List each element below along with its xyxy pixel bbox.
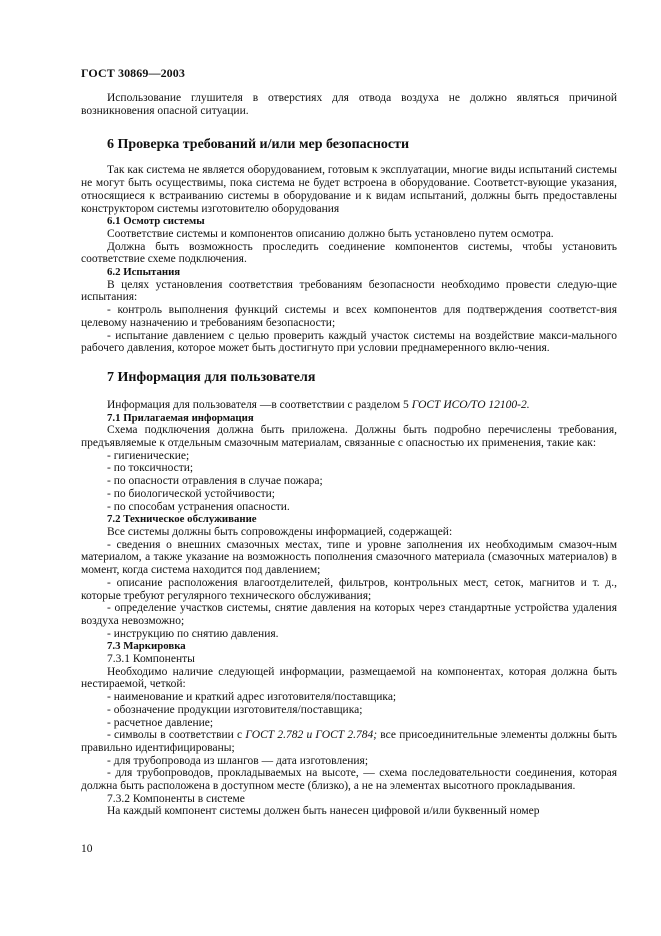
symbols-item-tail: все присоединительные элементы должны быть правильно идентифицированы; [81, 729, 618, 754]
subsection-7-3-title: 7.3 Маркировка [107, 640, 186, 653]
section-6-title: 6 Проверка требований и/или мер безопасности [107, 137, 410, 153]
subsection-6-2-paragraph: В целях установления соответствия требованиям безопасности необходимо провести следую-щие испытания: [81, 278, 617, 304]
intro-paragraph: Использование глушителя в отверстиях для отвода воздуха не должно являться причиной возникновения опасной ситуации. [81, 92, 617, 117]
subsection-7-3-1-item: - наименование и краткий адрес изготовителя/поставщика; [107, 691, 397, 704]
subsection-6-1-title: 6.1 Осмотр системы [107, 215, 205, 228]
subsection-7-3-1-item: - расчетное давление; [107, 716, 214, 729]
subsection-7-3-1-paragraph: Необходимо наличие следующей информации, размещаемой на компонентах, которая должна быть нестираемой, четкой: [81, 665, 617, 691]
subsection-6-1-paragraph-1: Соответствие системы и компонентов описанию должно быть установлено путем осмотра. [107, 227, 554, 240]
subsection-7-1-title: 7.1 Прилагаемая информация [107, 411, 254, 424]
page-number: 10 [81, 843, 93, 855]
section-7-title: 7 Информация для пользователя [107, 369, 316, 385]
subsection-6-2-item-1: - контроль выполнения функций системы и всех компонентов для подтверждения соответст-вия целевому назначению и требованиям безопасности; [81, 304, 617, 329]
subsection-7-2-item: - определение участков системы, снятие давления на которых через стандартные устройства удаления воздуха невозможно; [81, 602, 617, 627]
subsection-7-3-1-title: 7.3.1 Компоненты [107, 653, 195, 666]
section-7-paragraph [81, 399, 617, 412]
subsection-6-2-item-2: - испытание давлением с целью проверить каждый участок системы на воздействие макси-мального рабочего давления, которое может быть достигнуто при условии преднамеренного вклю-чения. [81, 329, 617, 355]
section-6-paragraph: Так как система не является оборудованием, готовым к эксплуатации, многие виды испытаний системы не могут быть осуществимы, пока система не будет встроена в оборудование. Соответст-вующие указания, относящиеся к встраиванию системы в оборудование и к видам испытаний, должны быть предоставлены конструктором системы изготовителю оборудования [81, 164, 617, 215]
symbols-standard-reference: ГОСТ 2.782 и ГОСТ 2.784; [245, 729, 378, 742]
subsection-7-2-item: - описание расположения влагоотделителей, фильтров, контрольных мест, сеток, магнитов и т. д., которые требуют регулярного технического обслуживания; [81, 576, 617, 602]
subsection-7-1-item: - по токсичности; [107, 462, 194, 475]
subsection-7-1-paragraph: Схема подключения должна быть приложена. Должны быть подробно перечислены требования, предъявляемые к отдельным смазочным материалам, связанные с опасностью их применения, такие как: [81, 424, 617, 450]
subsection-7-3-1-item: - обозначение продукции изготовителя/поставщика; [107, 703, 363, 716]
document-body [81, 92, 617, 818]
subsection-7-2-item: - инструкцию по снятию давления. [107, 627, 279, 640]
subsection-7-2-item: - сведения о внешних смазочных местах, типе и уровне заполнения их необходимым смазоч-ным материалом, а также указание на возможность пополнения смазочного материала (смазочных материалов) в момент, когда система находится под давлением; [81, 538, 617, 577]
subsection-7-3-2-paragraph: На каждый компонент системы должен быть нанесен цифровой и/или буквенный номер [107, 805, 540, 818]
subsection-6-2-title: 6.2 Испытания [107, 266, 181, 279]
subsection-6-1-paragraph-2: Должна быть возможность проследить соединение компонентов системы, чтобы установить соответствие схеме подключения. [81, 240, 617, 266]
subsection-7-2-title: 7.2 Техническое обслуживание [107, 513, 257, 526]
document-header-code: ГОСТ 30869—2003 [81, 66, 185, 80]
subsection-7-1-item: - гигиенические; [107, 449, 190, 462]
section-7-standard-reference: ГОСТ ИСО/ТО 12100-2. [411, 398, 530, 411]
subsection-7-2-paragraph: Все системы должны быть сопровождены информацией, содержащей: [107, 525, 453, 538]
subsection-7-3-1-item: - для трубопровода из шлангов — дата изготовления; [107, 754, 369, 767]
subsection-7-1-item: - по способам устранения опасности. [107, 500, 290, 513]
symbols-item-lead: - символы в соответствии с [107, 729, 246, 742]
subsection-7-3-1-symbols-item [81, 729, 617, 754]
subsection-7-1-item: - по биологической устойчивости; [107, 487, 275, 500]
subsection-7-1-item: - по опасности отравления в случае пожара; [107, 475, 323, 488]
subsection-7-3-1-item: - для трубопроводов, прокладываемых на высоте, — схема последовательности соединения, которая должна быть расположена в доступном месте (близко), а не на элементах высотного прокладывания. [81, 767, 617, 793]
subsection-7-3-2-title: 7.3.2 Компоненты в системе [107, 792, 245, 805]
section-7-paragraph-text: Информация для пользователя —в соответствии с разделом 5 [107, 398, 412, 411]
